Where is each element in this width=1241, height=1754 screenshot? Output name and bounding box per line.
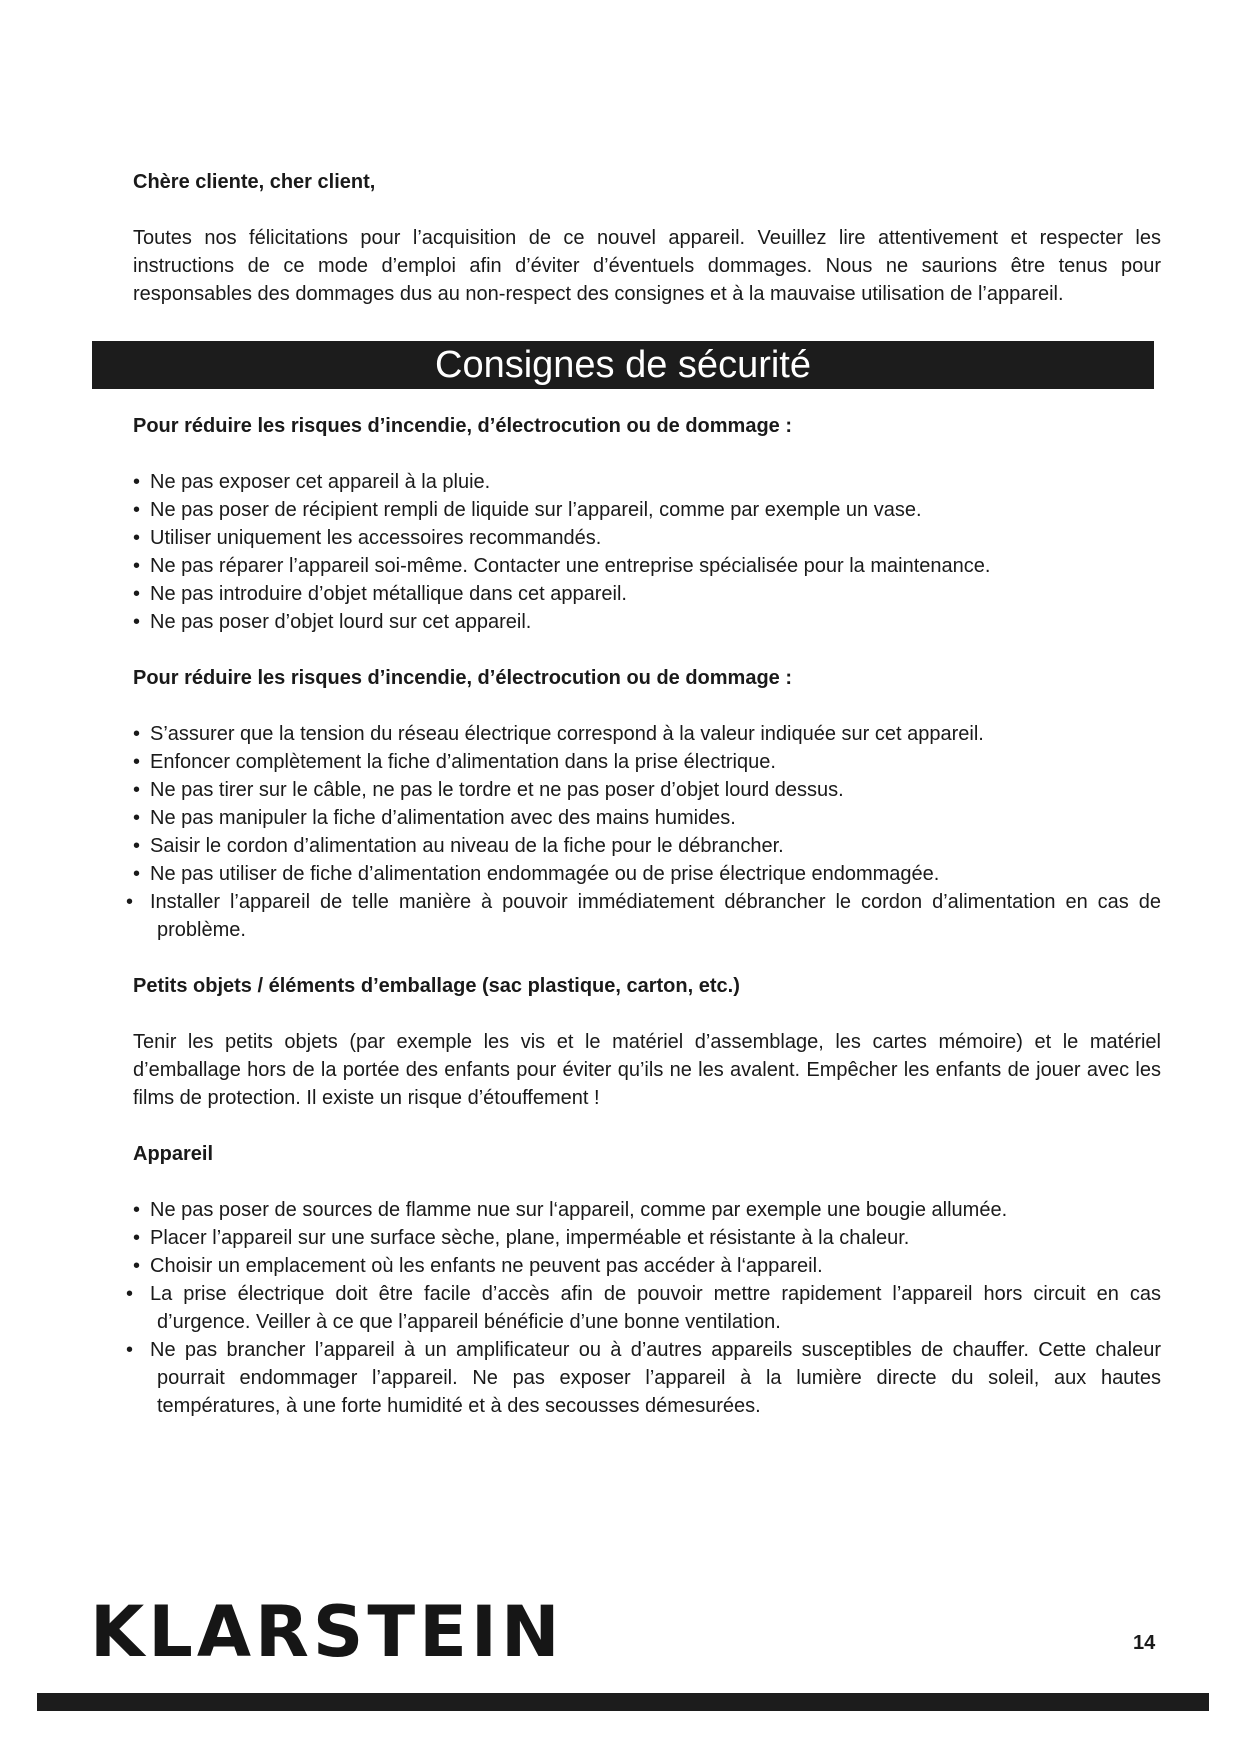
- greeting: Chère cliente, cher client,: [133, 171, 376, 193]
- list-item: • Installer l’appareil de telle manière à pouvoir immédiatement débrancher le cordon d’alimentation en cas de problème.: [133, 888, 1161, 944]
- section4-heading: Appareil: [133, 1143, 214, 1165]
- list-item: • Enfoncer complètement la fiche d’alimentation dans la prise électrique.: [133, 748, 1161, 776]
- section3-paragraph: Tenir les petits objets (par exemple les vis et le matériel d’assemblage, les cartes mémoire) et le matériel d’emballage hors de la portée des enfants pour éviter qu’ils ne les avalent. Empêcher les enfants de jouer avec les films de protection. Il existe un risque d’étouffement !: [133, 1031, 1161, 1109]
- list-item: • Ne pas poser de sources de flamme nue sur l‘appareil, comme par exemple une bougie allumée.: [133, 1196, 1161, 1224]
- list-item: • Ne pas exposer cet appareil à la pluie.: [133, 468, 1161, 496]
- section3-heading: Petits objets / éléments d’emballage (sac plastique, carton, etc.): [133, 975, 740, 997]
- list-item: • Utiliser uniquement les accessoires recommandés.: [133, 524, 1161, 552]
- list-item: • Placer l’appareil sur une surface sèche, plane, imperméable et résistante à la chaleur.: [133, 1224, 1161, 1252]
- section2-list: [133, 720, 1161, 944]
- list-item: • Saisir le cordon d’alimentation au niveau de la fiche pour le débrancher.: [133, 832, 1161, 860]
- section1-list: [133, 468, 1161, 636]
- list-item: • Choisir un emplacement où les enfants ne peuvent pas accéder à l‘appareil.: [133, 1252, 1161, 1280]
- list-item: • Ne pas introduire d’objet métallique dans cet appareil.: [133, 580, 1161, 608]
- section2-heading: Pour réduire les risques d’incendie, d’électrocution ou de dommage :: [133, 667, 793, 689]
- section4-list: [133, 1196, 1161, 1420]
- list-item: • Ne pas poser de récipient rempli de liquide sur l’appareil, comme par exemple un vase.: [133, 496, 1161, 524]
- list-item: • La prise électrique doit être facile d’accès afin de pouvoir mettre rapidement l’appareil hors circuit en cas d’urgence. Veiller à ce que l’appareil bénéficie d’une bonne ventilation.: [133, 1280, 1161, 1336]
- list-item: • Ne pas poser d’objet lourd sur cet appareil.: [133, 608, 1161, 636]
- brand-logo: KLARSTEIN: [90, 1591, 564, 1673]
- list-item: • S’assurer que la tension du réseau électrique correspond à la valeur indiquée sur cet appareil.: [133, 720, 1161, 748]
- intro-paragraph: Toutes nos félicitations pour l’acquisition de ce nouvel appareil. Veuillez lire attentivement et respecter les instructions de ce mode d’emploi afin d’éviter d’éventuels dommages. Nous ne saurions être tenus pour responsables des dommages dus au non-respect des consignes et à la mauvaise utilisation de l’appareil.: [133, 227, 1161, 305]
- list-item: • Ne pas réparer l’appareil soi-même. Contacter une entreprise spécialisée pour la maintenance.: [133, 552, 1161, 580]
- safety-sections: [133, 412, 1161, 1448]
- page-number: 14: [1133, 1632, 1156, 1654]
- list-item: • Ne pas brancher l’appareil à un amplificateur ou à d’autres appareils susceptibles de chauffer. Cette chaleur pourrait endommager l’appareil. Ne pas exposer l’appareil à la lumière directe du soleil, aux hautes températures, à une forte humidité et à des secousses démesurées.: [133, 1336, 1161, 1420]
- intro-block: [133, 168, 1161, 308]
- list-item: • Ne pas manipuler la fiche d’alimentation avec des mains humides.: [133, 804, 1161, 832]
- footer-bar: [37, 1693, 1209, 1711]
- section-banner: Consignes de sécurité: [92, 341, 1154, 389]
- section1-heading: Pour réduire les risques d’incendie, d’électrocution ou de dommage :: [133, 415, 793, 437]
- list-item: • Ne pas tirer sur le câble, ne pas le tordre et ne pas poser d’objet lourd dessus.: [133, 776, 1161, 804]
- list-item: • Ne pas utiliser de fiche d’alimentation endommagée ou de prise électrique endommagée.: [133, 860, 1161, 888]
